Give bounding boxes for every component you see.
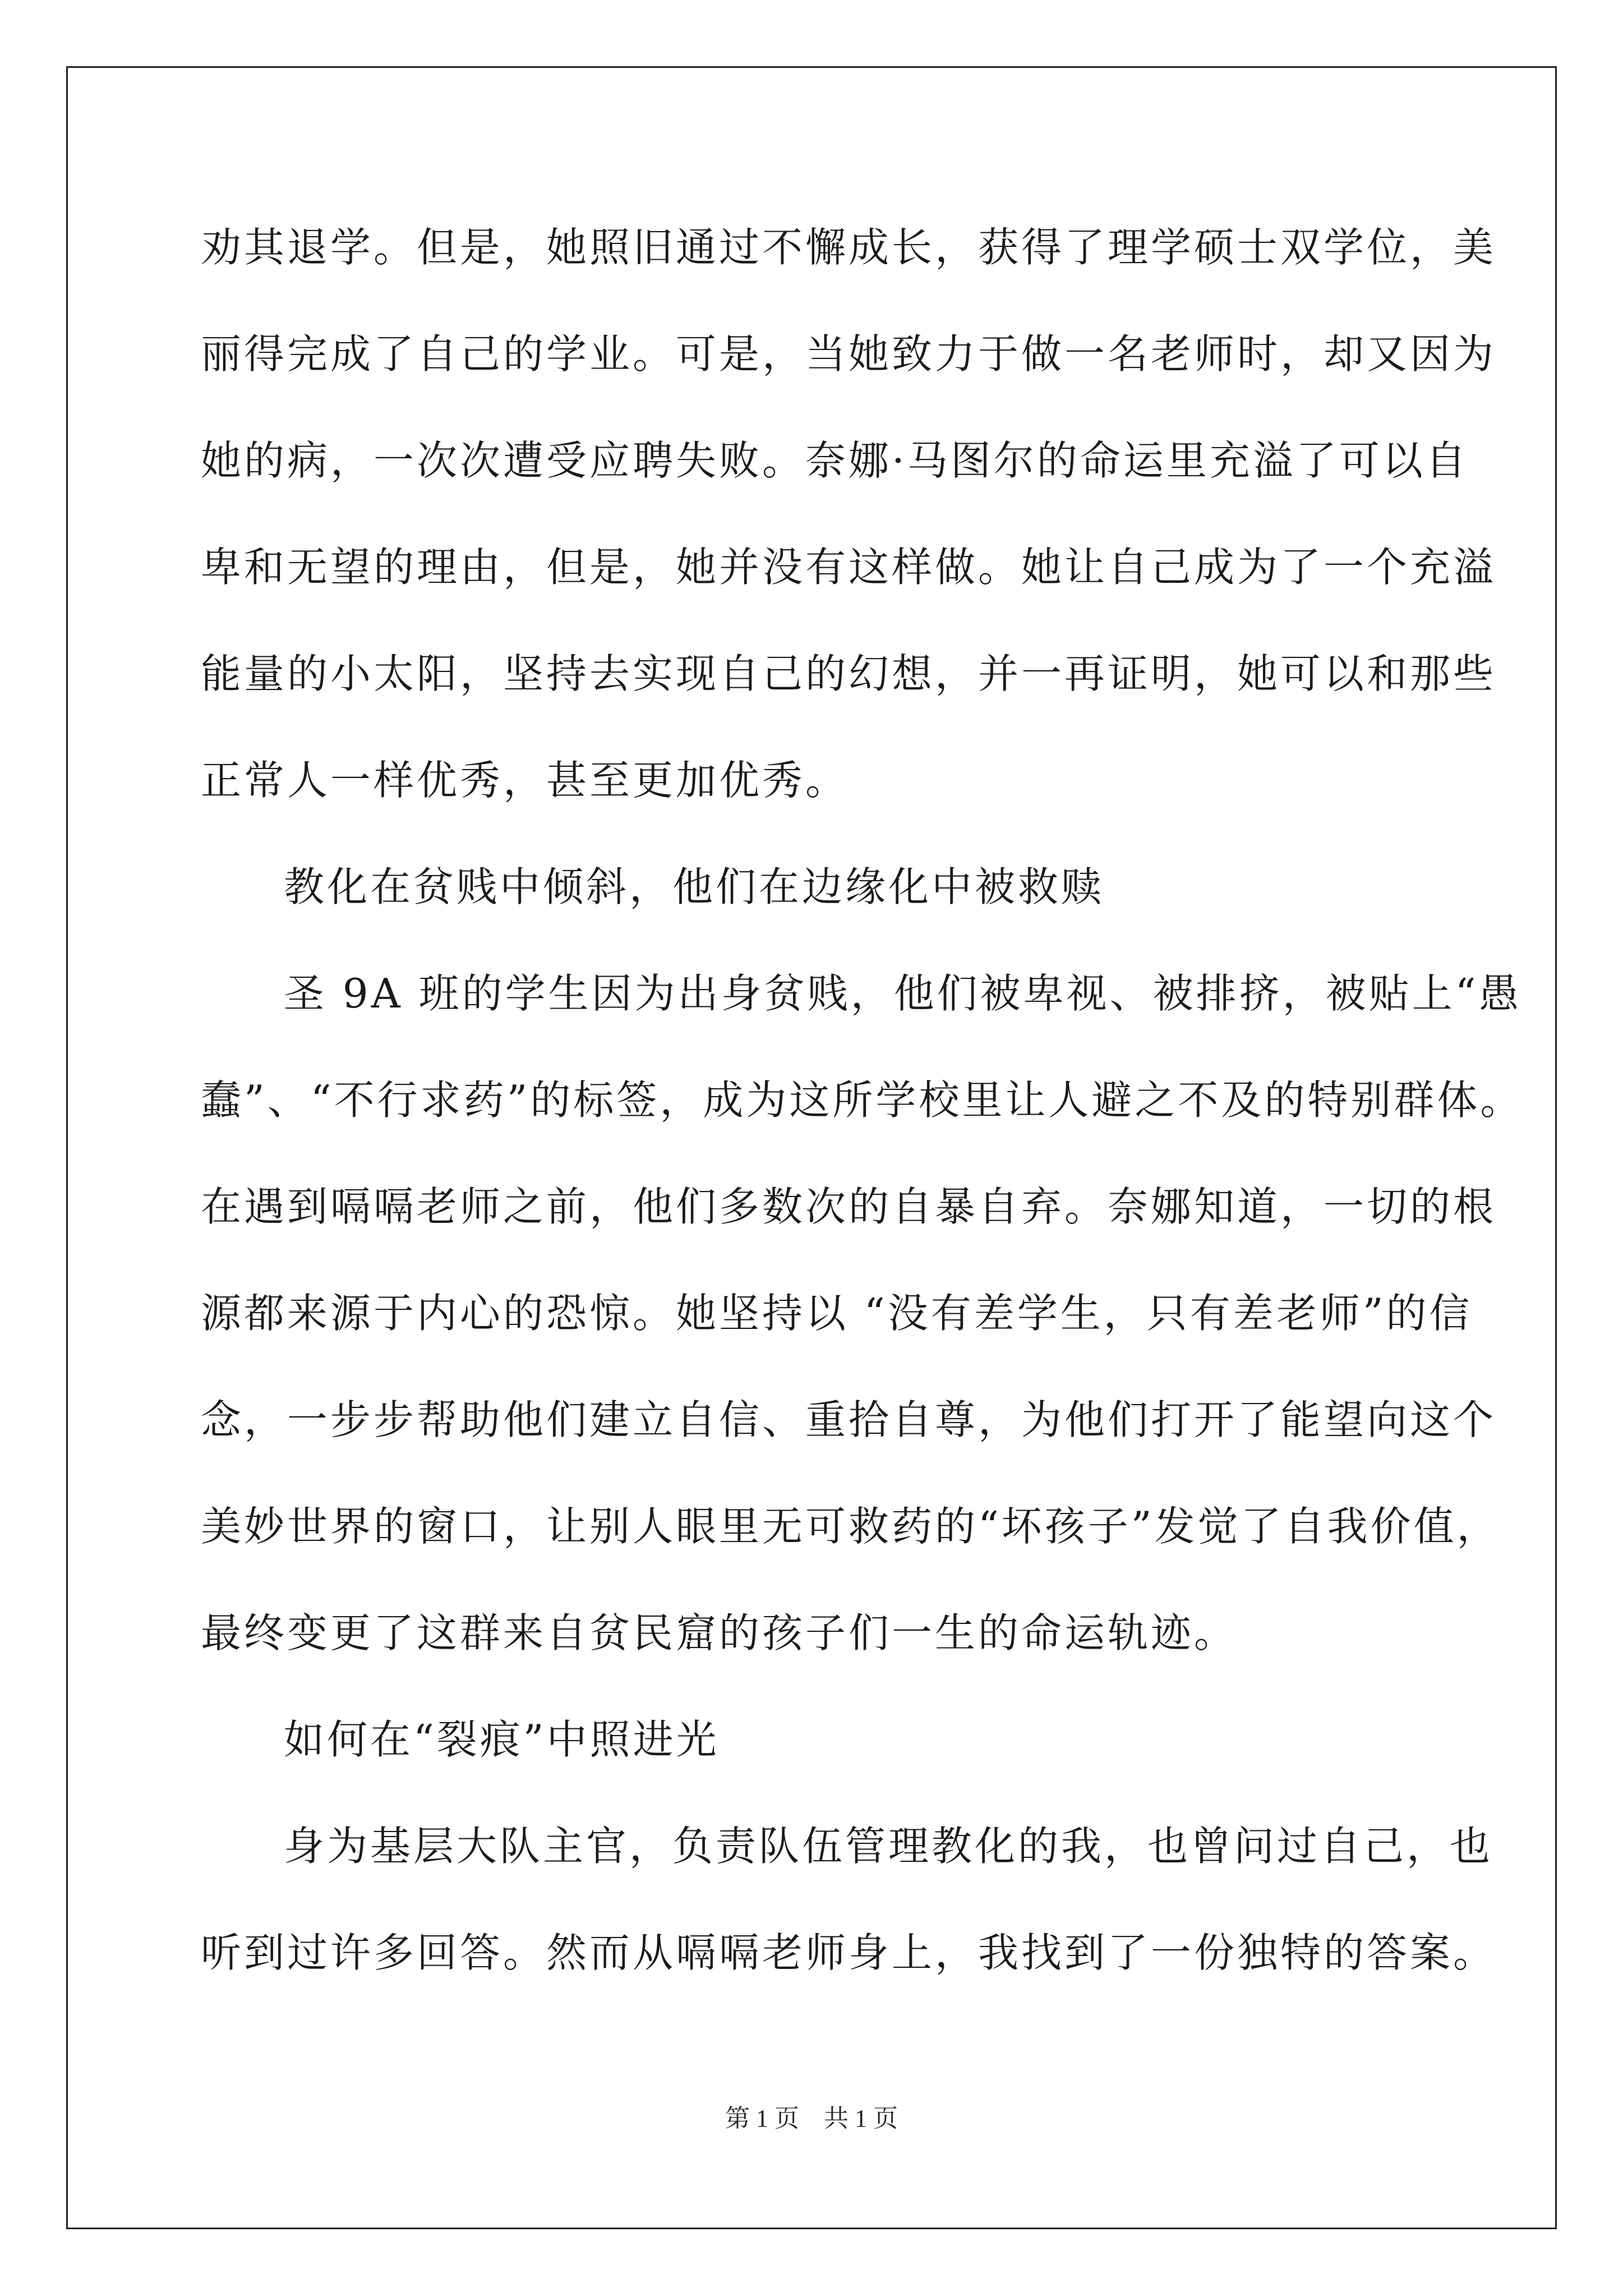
text-line: 能量的小太阳，坚持去实现自己的幻想，并一再证明，她可以和那些	[201, 650, 1497, 697]
text-line: 卑和无望的理由，但是，她并没有这样做。她让自己成为了一个充溢	[201, 544, 1497, 591]
text-line: 身为基层大队主官，负责队伍管理教化的我，也曾问过自己，也	[284, 1823, 1493, 1870]
section-heading: 如何在“裂痕”中照进光	[284, 1716, 720, 1763]
text-line: 圣 9A 班的学生因为出身贫贱，他们被卑视、被排挤，被贴上“愚	[284, 970, 1522, 1017]
text-line: 听到过许多回答。然而从嗝嗝老师身上，我找到了一份独特的答案。	[201, 1929, 1497, 1976]
text-line: 念，一步步帮助他们建立自信、重拾自尊，为他们打开了能望向这个	[201, 1396, 1497, 1443]
text-line: 美妙世界的窗口，让别人眼里无可救药的“坏孩子”发觉了自我价值，	[201, 1503, 1500, 1550]
document-body	[201, 194, 1524, 2006]
section-heading: 教化在贫贱中倾斜，他们在边缘化中被救赎	[284, 863, 1105, 910]
text-line: 正常人一样优秀，甚至更加优秀。	[201, 757, 849, 804]
page-number-footer: 第 1 页 共 1 页	[725, 2105, 898, 2132]
text-line: 最终变更了这群来自贫民窟的孩子们一生的命运轨迹。	[201, 1609, 1238, 1657]
text-line: 丽得完成了自己的学业。可是，当她致力于做一名老师时，却又因为	[201, 330, 1497, 378]
text-line: 源都来源于内心的恐惊。她坚持以 “没有差学生，只有差老师”的信	[201, 1290, 1473, 1337]
text-line: 劝其退学。但是，她照旧通过不懈成长，获得了理学硕士双学位，美	[201, 224, 1497, 271]
text-line: 在遇到嗝嗝老师之前，他们多数次的自暴自弃。奈娜知道，一切的根	[201, 1183, 1497, 1230]
text-line: 蠢”、“不行求药”的标签，成为这所学校里让人避之不及的特别群体。	[201, 1076, 1524, 1124]
text-line: 她的病，一次次遭受应聘失败。奈娜·马图尔的命运里充溢了可以自	[201, 437, 1469, 484]
